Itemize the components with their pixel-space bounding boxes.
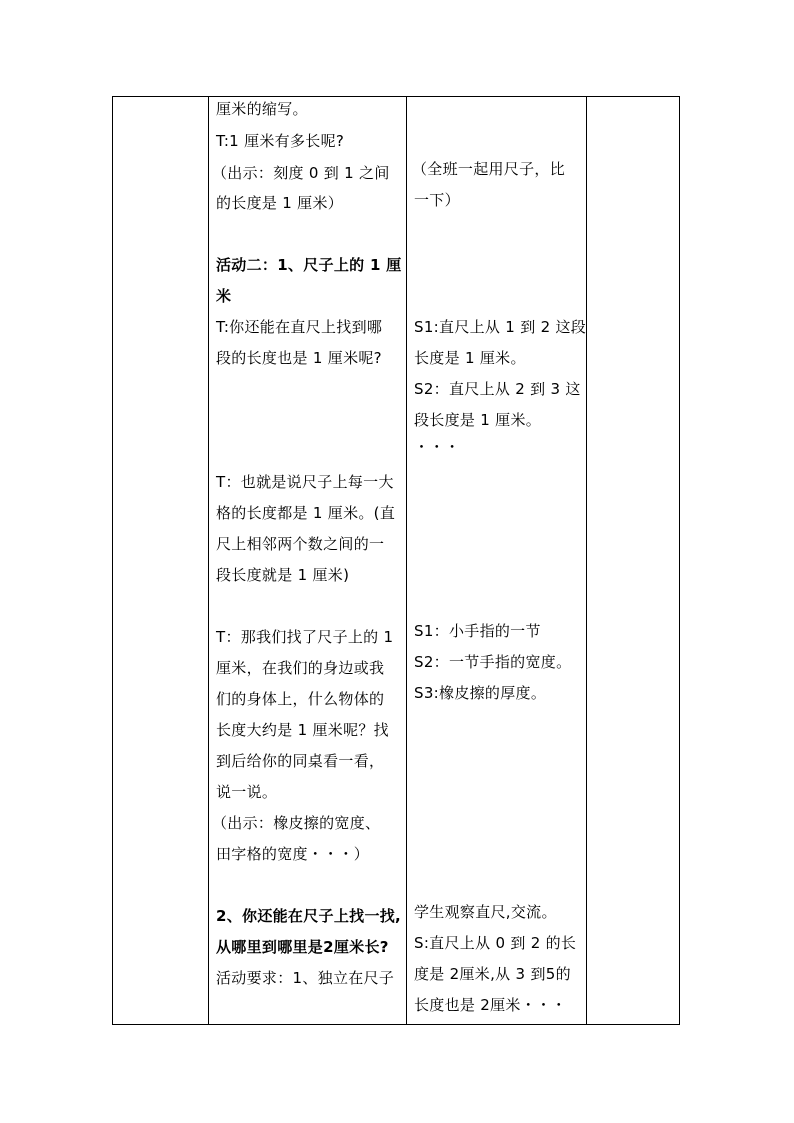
student-line: （全班一起用尺子，比 [412,160,566,178]
teacher-line-heading: 从哪里到哪里是2厘米长? [216,938,389,956]
teacher-line: 们的身体上，什么物体的 [216,690,385,708]
column-divider-1 [208,97,209,1024]
teacher-line: 格的长度都是 1 厘米。(直 [216,504,396,522]
student-line: S1：小手指的一节 [414,622,541,640]
teacher-line: 说一说。 [216,783,278,801]
teacher-line: T:你还能在直尺上找到哪 [216,318,383,336]
teacher-line: 尺上相邻两个数之间的一 [216,535,385,553]
teacher-line: 厘米的缩写。 [216,100,308,118]
column-divider-2 [406,97,407,1024]
student-line: S:直尺上从 0 到 2 的长 [414,934,577,952]
teacher-line: 的长度是 1 厘米） [216,194,344,212]
student-line: 长度是 1 厘米。 [414,349,526,367]
teacher-line: T：也就是说尺子上每一大 [216,473,394,491]
student-line: ・・・ [414,438,460,456]
teacher-line: （出示：橡皮擦的宽度、 [212,814,381,832]
student-line: S2：一节手指的宽度。 [414,653,572,671]
student-line: 一下） [414,191,460,209]
student-line: 段长度是 1 厘米。 [414,411,542,429]
teacher-line: 段长度就是 1 厘米) [216,566,350,584]
teacher-line: 厘米，在我们的身边或我 [216,659,385,677]
teacher-line: 到后给你的同桌看一看， [216,752,385,770]
student-line: S3:橡皮擦的厚度。 [414,684,547,702]
teacher-line: 田字格的宽度・・・） [216,845,370,863]
student-line: 长度也是 2厘米・・・ [414,996,567,1014]
teacher-line-heading: 活动二：1、尺子上的 1 厘 [216,256,402,274]
teacher-line: 活动要求：1、独立在尺子 [216,969,395,987]
teacher-line: T:1 厘米有多长呢? [216,132,345,150]
teacher-line: T：那我们找了尺子上的 1 [216,628,394,646]
column-divider-3 [586,97,587,1024]
student-line: S2：直尺上从 2 到 3 这 [414,380,581,398]
teacher-line: 长度大约是 1 厘米呢？找 [216,721,389,739]
teacher-line-heading: 2、你还能在尺子上找一找, [216,907,402,925]
student-line: 学生观察直尺,交流。 [414,903,557,921]
teacher-line-heading: 米 [216,287,232,305]
teacher-line: （出示：刻度 0 到 1 之间 [212,164,390,182]
lesson-plan-table [112,96,680,1025]
teacher-line: 段的长度也是 1 厘米呢? [216,349,382,367]
student-line: 度是 2厘米,从 3 到5的 [414,965,571,983]
student-line: S1:直尺上从 1 到 2 这段 [414,318,587,336]
